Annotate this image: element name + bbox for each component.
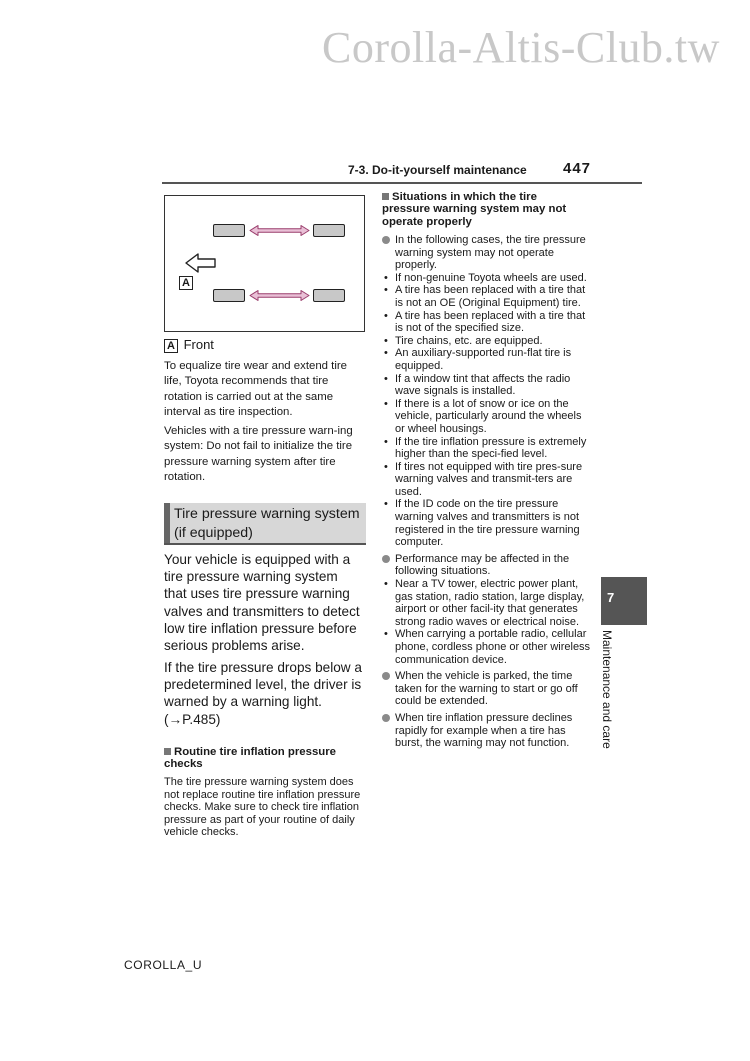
tire-rotation-diagram	[164, 195, 365, 332]
rotation-arrows	[165, 196, 366, 333]
list-item: • Near a TV tower, electric power plant, gas station, radio station, large display, airport or other facil-ity that generates strong radio waves or electrical noise.	[384, 578, 585, 628]
list-item: • When carrying a portable radio, cellular phone, cordless phone or other wireless communication device.	[384, 628, 591, 666]
square-bullet-icon	[164, 748, 171, 755]
rotation-paragraph: To equalize tire wear and extend tire life, Toyota recommends that tire rotation is carried out at the same interval as tire inspection.	[164, 360, 347, 419]
situations-heading-text: Situations in which the tire pressure warning system may not operate properly	[382, 191, 567, 228]
list-item: • If tires not equipped with tire pres-sure warning valves and transmit-ters are used.	[384, 460, 583, 498]
page-number: 447	[563, 160, 592, 177]
circle-bullet-icon	[382, 714, 390, 722]
list-item: • If the tire inflation pressure is extremely higher than the speci-fied level.	[384, 435, 587, 461]
list-item: • If a window tint that affects the radio wave signals is installed.	[384, 372, 571, 398]
routine-check-heading	[164, 746, 364, 771]
warning-description: If the tire pressure drops below a predetermined level, the driver is warned by a warning light. (→P.485)	[164, 660, 362, 727]
caption-label-a: A	[164, 339, 178, 353]
chapter-label-text: Maintenance and care	[600, 630, 614, 749]
circle-bullet-icon	[382, 555, 390, 563]
header-title: 7-3. Do-it-yourself maintenance	[348, 163, 527, 177]
list-item: • A tire has been replaced with a tire that is not of the specified size.	[384, 309, 586, 335]
diagram-label-a: A	[179, 276, 193, 290]
watermark: Corolla-Altis-Club.tw	[322, 23, 720, 72]
square-bullet-icon	[382, 193, 389, 200]
list-item: In the following cases, the tire pressure warning system may not operate properly.	[382, 234, 592, 272]
caption-text: Front	[183, 337, 214, 352]
list-item: • An auxiliary-supported run-flat tire is equipped.	[384, 347, 572, 372]
circle-bullet-icon	[382, 672, 390, 680]
double-arrow-icon	[250, 226, 309, 236]
chapter-number: 7	[607, 590, 615, 605]
list-item: When tire inflation pressure declines rapidly for example when a tire has burst, the warning may not function.	[382, 712, 592, 750]
front-direction-arrow-icon	[186, 254, 215, 272]
list-item: • A tire has been replaced with a tire that is not an OE (Original Equipment) tire.	[384, 284, 586, 309]
situations-list	[382, 234, 592, 750]
list-item: • If the ID code on the tire pressure warning valves and transmitters is not registered in the tire pressure warning computer.	[384, 498, 580, 549]
footer-code: COROLLA_U	[124, 958, 203, 972]
system-description: Your vehicle is equipped with a tire pressure warning system that uses tire pressure warning valves and transmitters to detect low tire inflation pressure before serious problems arise.	[164, 552, 360, 654]
routine-check-heading-text: Routine tire inflation pressure checks	[164, 746, 337, 771]
circle-bullet-icon	[382, 236, 390, 244]
list-item: • If non-genuine Toyota wheels are used.	[384, 271, 587, 284]
list-item: • If there is a lot of snow or ice on the vehicle, particularly around the wheels or wheel housings.	[384, 397, 582, 435]
routine-check-text: The tire pressure warning system does not replace routine tire inflation pressure checks. Make sure to check tire inflation pressure as part of your routine of daily vehicle checks.	[164, 776, 361, 839]
section-heading-text: Tire pressure warning system (if equipped)	[174, 506, 360, 541]
list-item: When the vehicle is parked, the time taken for the warning to start or go off could be extended.	[382, 670, 592, 708]
section-heading-bar	[164, 503, 170, 543]
situations-heading	[382, 191, 582, 228]
list-item: • Tire chains, etc. are equipped.	[384, 334, 543, 347]
double-arrow-icon	[250, 291, 309, 301]
chapter-label	[597, 630, 621, 770]
section-heading	[164, 503, 366, 545]
list-item: Performance may be affected in the following situations.	[382, 553, 592, 578]
header-rule	[162, 182, 642, 184]
diagram-caption	[164, 337, 214, 353]
initialize-paragraph: Vehicles with a tire pressure warn-ing system: Do not fail to initialize the tire pressure warning system after tire rotation.	[164, 425, 353, 484]
